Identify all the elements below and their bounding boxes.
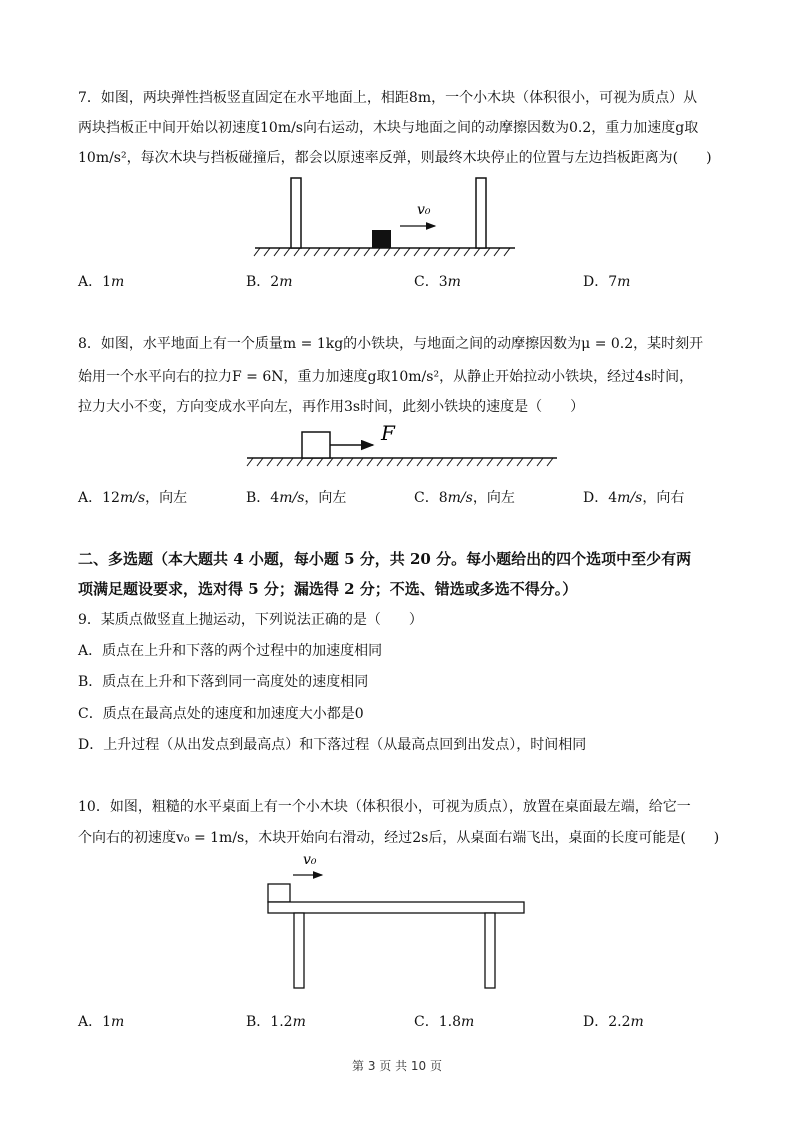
q7-stem-line-1: 7．如图，两块弹性挡板竖直固定在水平地面上，相距8m，一个小木块（体积很小，可视为质点）从 (78, 90, 698, 106)
page-footer: 第 3 页 共 10 页 (352, 1059, 442, 1073)
force-label: F (381, 421, 395, 445)
q9-option-d[interactable]: D．上升过程（从出发点到最高点）和下落过程（从最高点回到出发点），时间相同 (78, 737, 587, 753)
q8-option-a[interactable]: A．12m/s，向左 (78, 490, 188, 506)
q8-option-b[interactable]: B．4m/s，向左 (246, 490, 347, 506)
q7-option-a[interactable]: A．1m (78, 274, 125, 290)
table-top (268, 902, 524, 913)
q8-stem-line-3: 拉力大小不变，方向变成水平向左，再作用3s时间，此刻小铁块的速度是（ ） (78, 399, 585, 415)
left-baffle (291, 178, 301, 248)
section2-heading-line-2: 项满足题设要求，选对得 5 分；漏选得 2 分；不选、错选或多选不得分。） (78, 580, 578, 598)
q8-option-d[interactable]: D．4m/s，向右 (583, 490, 685, 506)
q7-stem-line-2: 两块挡板正中间开始以初速度10m/s向右运动，木块与地面之间的动摩擦因数为0.2，重力加速度g取 (78, 120, 699, 136)
ground-hatch (254, 248, 510, 256)
q10-option-c[interactable]: C．1.8m (414, 1014, 475, 1030)
q7-option-c[interactable]: C．3m (414, 274, 461, 290)
q9-option-a[interactable]: A．质点在上升和下落的两个过程中的加速度相同 (78, 643, 383, 659)
q8-option-c[interactable]: C．8m/s，向左 (414, 490, 515, 506)
q10-option-d[interactable]: D．2.2m (583, 1014, 644, 1030)
wood-block (268, 884, 290, 902)
iron-block (302, 432, 330, 458)
velocity-label: v₀ (417, 202, 431, 218)
section2-heading-line-1: 二、多选题（本大题共 4 小题，每小题 5 分，共 20 分。每小题给出的四个选项中至少有两 (78, 550, 692, 568)
wood-block (372, 230, 391, 248)
q9-option-c[interactable]: C．质点在最高点处的速度和加速度大小都是0 (78, 706, 364, 722)
q7-option-b[interactable]: B．2m (246, 274, 293, 290)
table-leg-left (294, 913, 304, 988)
velocity-label: v₀ (303, 852, 317, 868)
table-leg-right (485, 913, 495, 988)
q9-option-b[interactable]: B．质点在上升和下落到同一高度处的速度相同 (78, 674, 369, 690)
q8-stem-line-2: 始用一个水平向右的拉力F = 6N，重力加速度g取10m/s²，从静止开始拉动小铁块，经过4s时间， (78, 369, 694, 385)
q7-figure (250, 172, 520, 260)
q9-stem: 9．某质点做竖直上抛运动，下列说法正确的是（ ） (78, 612, 423, 628)
q7-option-d[interactable]: D．7m (583, 274, 631, 290)
q8-stem-line-1: 8．如图，水平地面上有一个质量m = 1kg的小铁块，与地面之间的动摩擦因数为μ = 0.2，某时刻开 (78, 336, 704, 352)
q10-figure (260, 848, 532, 994)
right-baffle (476, 178, 486, 248)
q8-figure (245, 420, 565, 468)
q10-option-b[interactable]: B．1.2m (246, 1014, 306, 1030)
q7-stem-line-3: 10m/s²，每次木块与挡板碰撞后，都会以原速率反弹，则最终木块停止的位置与左边挡板距离为( ) (78, 150, 712, 166)
q10-stem-line-2: 个向右的初速度v₀ = 1m/s，木块开始向右滑动，经过2s后，从桌面右端飞出，桌面的长度可能是( ) (78, 830, 720, 846)
q10-stem-line-1: 10．如图，粗糙的水平桌面上有一个小木块（体积很小，可视为质点），放置在桌面最左端，给它一 (78, 799, 691, 815)
ground-hatch (247, 458, 553, 466)
q10-option-a[interactable]: A．1m (78, 1014, 125, 1030)
